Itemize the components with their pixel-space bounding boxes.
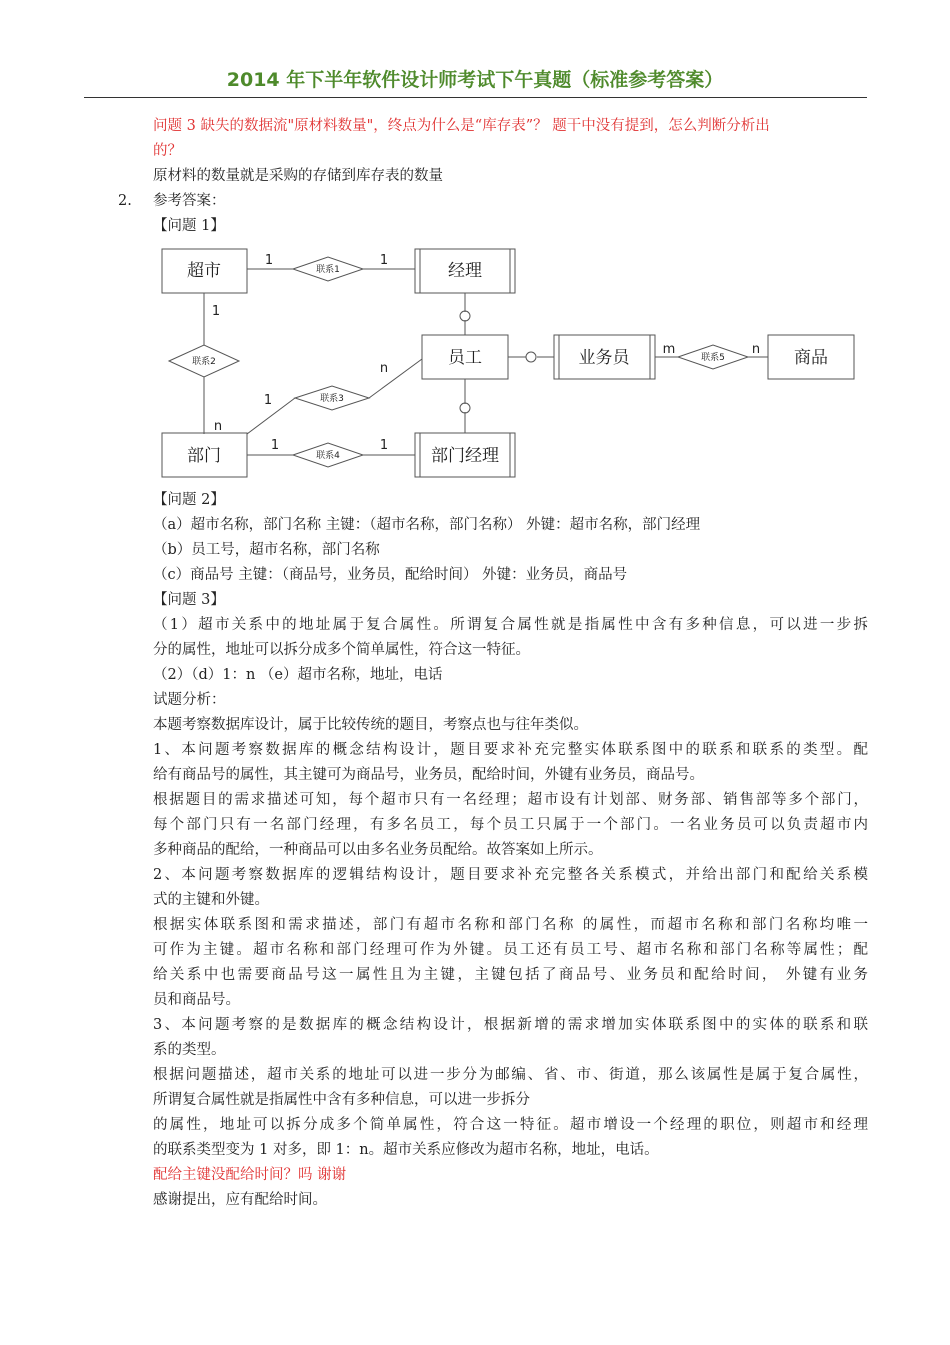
entity-manager: 经理 [448,261,482,281]
card-department-r3: 1 [263,393,273,408]
isa-circle-salesperson [526,352,536,362]
question-2-heading: 【问题 2】 [153,492,225,508]
question-3-part-1-line-1: （1）超市关系中的地址属于复合属性。所谓复合属性就是指属性中含有多种信息，可以进一步拆 [153,617,868,633]
question-2-c: （c）商品号 主键：（商品号，业务员，配给时间） 外键：业务员，商品号 [153,567,628,583]
card-supermarket-r2: 1 [211,304,221,319]
analysis-p3-line-2: 每个部门只有一名部门经理，有多名员工，每个员工只属于一个部门。一名业务员可以负责超市内 [153,817,868,833]
card-r2-department: n [213,419,223,434]
analysis-p5-line-1: 根据实体联系图和需求描述，部门有超市名称和部门名称 的属性，而超市名称和部门名称均唯一 [153,917,868,933]
entity-supermarket: 超市 [187,261,221,281]
question-1-heading: 【问题 1】 [153,218,225,234]
relation-r1-label: 联系1 [316,265,340,275]
question-3-heading: 【问题 3】 [153,592,225,608]
er-diagram [150,238,870,484]
card-r3-employee: n [379,361,389,376]
card-supermarket-r1: 1 [264,253,274,268]
analysis-p7-line-1: 根据问题描述，超市关系的地址可以进一步分为邮编、省、市、街道，那么该属性是属于复合属性， [153,1067,868,1083]
answer-1: 原材料的数量就是采购的存储到库存表的数量 [153,168,443,184]
analysis-p5-line-2: 可作为主键。超市名称和部门经理可作为外键。员工还有员工号、超市名称和部门名称等属性；配 [153,942,868,958]
analysis-p5-line-3: 给关系中也需要商品号这一属性且为主键，主键包括了商品号、业务员和配给时间， 外键有业务 [153,967,868,983]
analysis-p2-line-1: 1、本问题考察数据库的概念结构设计，题目要求补充完整实体联系图中的联系和联系的类型。配 [153,742,868,758]
card-r4-deptmanager: 1 [379,438,389,453]
analysis-p7-line-3: 的属性，地址可以拆分成多个简单属性，符合这一特征。超市增设一个经理的职位，则超市和经理 [153,1117,868,1133]
card-r1-manager: 1 [379,253,389,268]
list-number: 2. [118,193,132,209]
reference-answer-label: 参考答案： [153,193,226,209]
analysis-p4-line-1: 2、本问题考察数据库的逻辑结构设计，题目要求补充完整各关系模式，并给出部门和配给关系模 [153,867,868,883]
card-department-r4: 1 [270,438,280,453]
relation-r4-label: 联系4 [316,451,340,461]
entity-salesperson: 业务员 [578,348,630,368]
analysis-p6-line-1: 3、本问题考察的是数据库的概念结构设计，根据新增的需求增加实体联系图中的实体的联系和联 [153,1017,868,1033]
question-3-part-2: （2）（d）1：n （e）超市名称，地址，电话 [153,667,443,683]
page-title: 2014 年下半年软件设计师考试下午真题（标准参考答案） [226,69,724,91]
analysis-p7-line-2: 所谓复合属性就是指属性中含有多种信息，可以进一步拆分 [153,1092,530,1108]
analysis-p1: 本题考察数据库设计，属于比较传统的题目，考察点也与往年类似。 [153,717,588,733]
question-2-b: （b）员工号，超市名称，部门名称 [153,542,380,558]
entity-deptmanager: 部门经理 [431,446,499,466]
entity-product: 商品 [794,348,828,368]
relation-r3-label: 联系3 [320,394,344,404]
question-3-part-1-line-2: 分的属性，地址可以拆分成多个简单属性，符合这一特征。 [153,642,530,658]
analysis-heading: 试题分析： [153,692,226,708]
analysis-p3-line-3: 多种商品的配给，一种商品可以由多名业务员配给。故答案如上所示。 [153,842,603,858]
isa-circle-deptmanager [460,403,470,413]
isa-circle-manager [460,311,470,321]
relation-r5-label: 联系5 [701,353,725,363]
analysis-p3-line-1: 根据题目的需求描述可知，每个超市只有一名经理；超市设有计划部、财务部、销售部等多个部门， [153,792,868,808]
question-2-comment: 配给主键没配给时间？吗 谢谢 [153,1167,347,1183]
relation-r2-label: 联系2 [192,357,216,367]
analysis-p6-line-2: 系的类型。 [153,1042,226,1058]
entity-employee: 员工 [448,348,482,368]
question-1-line-2: 的？ [153,143,182,159]
answer-2: 感谢提出，应有配给时间。 [153,1192,327,1208]
analysis-p5-line-4: 员和商品号。 [153,992,240,1008]
question-2-a: （a）超市名称，部门名称 主键：（超市名称，部门名称） 外键：超市名称，部门经理 [153,517,701,533]
card-salesperson-r5: m [662,342,676,357]
question-1-line-1: 问题 3 缺失的数据流"原材料数量"，终点为什么是“库存表”？ 题干中没有提到，怎么判断分析出 [153,118,770,134]
er-line-r3-employee [369,359,422,398]
title-rule [84,97,867,98]
card-r5-product: n [751,342,761,357]
entity-department: 部门 [187,446,221,466]
analysis-p7-line-4: 的联系类型变为 1 对多，即 1：n。超市关系应修改为超市名称，地址，电话。 [153,1142,659,1158]
analysis-p4-line-2: 式的主键和外键。 [153,892,269,908]
analysis-p2-line-2: 给有商品号的属性，其主键可为商品号，业务员，配给时间，外键有业务员，商品号。 [153,767,704,783]
